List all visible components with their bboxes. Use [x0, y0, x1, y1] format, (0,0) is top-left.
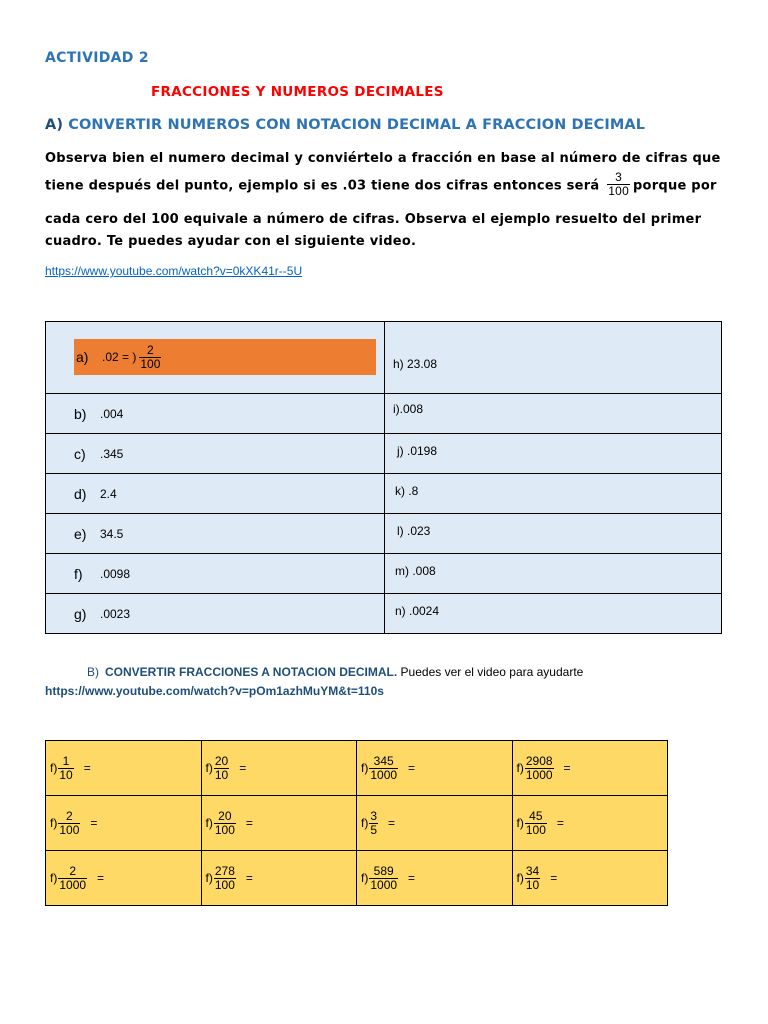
section-b-note: Puedes ver el video para ayudarte [397, 665, 584, 679]
item-letter: b) [74, 405, 87, 422]
fraction-exercise [361, 810, 512, 836]
fraction-cell [512, 741, 668, 796]
table-cell [46, 394, 385, 434]
fraction-denominator: 10 [59, 767, 73, 782]
equals-sign: = [408, 871, 416, 885]
item-letter: c) [74, 445, 86, 462]
exercise-fraction [369, 810, 378, 836]
equals-sign: = [388, 816, 396, 830]
fraction-cell [201, 851, 357, 906]
exercise-label: f) [361, 761, 369, 775]
instructions-line-2-before: tiene después del punto, ejemplo si es .03 tiene dos cifras entonces será [45, 178, 600, 194]
equals-sign: = [408, 761, 416, 775]
fraction-numerator: 20 [218, 808, 232, 823]
fraction-numerator: 34 [525, 863, 540, 878]
exercise-label: f) [361, 816, 369, 830]
table-cell [385, 434, 722, 474]
table-row [46, 851, 668, 906]
item-value: 2.4 [100, 486, 117, 501]
exercise-fraction [214, 755, 229, 781]
fraction-denominator: 100 [214, 877, 235, 892]
fraction-numerator: 2 [147, 342, 154, 357]
exercise-label: f) [50, 871, 58, 885]
example-fraction-numerator: 3 [615, 170, 623, 184]
table-cell [46, 594, 385, 634]
item-letter: f) [74, 565, 83, 582]
item-text: j) .0198 [397, 443, 438, 458]
fraction-cell [357, 741, 513, 796]
exercise-fraction [58, 755, 73, 781]
equals-sign: = [556, 816, 564, 830]
fraction-cell [357, 851, 513, 906]
fraction-denominator: 1000 [525, 767, 553, 782]
exercise-fraction [214, 865, 236, 891]
equals-sign: = [90, 816, 98, 830]
fraction-exercise [50, 865, 201, 891]
equals-sign: = [245, 816, 253, 830]
equals-sign: = [245, 871, 253, 885]
item-value: .0098 [100, 566, 131, 581]
fraction-cell [46, 741, 202, 796]
section-a-heading [45, 117, 645, 133]
example-fraction-denominator: 100 [608, 183, 629, 198]
fraction-exercise [50, 810, 201, 836]
exercise-fraction [369, 865, 398, 891]
table-row [46, 796, 668, 851]
fraction-exercise [361, 755, 512, 781]
item-value: .0023 [100, 606, 131, 621]
item-letter: e) [74, 525, 87, 542]
item-value: .004 [100, 406, 124, 421]
item-text: m) .008 [395, 563, 436, 578]
exercise-fraction [58, 865, 87, 891]
item-text: k) .8 [395, 483, 419, 498]
activity-heading: ACTIVIDAD 2 [45, 50, 149, 66]
table-row [46, 394, 722, 434]
fraction-numerator: 278 [214, 863, 235, 878]
exercise-label: f) [205, 871, 213, 885]
table-row [46, 514, 722, 554]
exercise-label: f) [516, 816, 524, 830]
video-link-b[interactable]: https://www.youtube.com/watch?v=pOm1azhMuYM&t=110s [45, 684, 384, 698]
table-cell [385, 474, 722, 514]
fraction-exercise [517, 810, 668, 836]
fraction-cell [46, 796, 202, 851]
exercise-fraction [525, 865, 540, 891]
exercise-label: f) [361, 871, 369, 885]
fraction-cell [201, 796, 357, 851]
fraction-numerator: 589 [373, 863, 394, 878]
example-answer-fraction [139, 344, 161, 370]
fraction-numerator: 3 [370, 808, 378, 823]
fraction-denominator: 1000 [370, 767, 398, 782]
page-title: FRACCIONES Y NUMEROS DECIMALES [151, 84, 444, 100]
table-cell [385, 514, 722, 554]
section-a-title: CONVERTIR NUMEROS CON NOTACION DECIMAL A FRACCION DECIMAL [68, 117, 646, 133]
fraction-numerator: 1 [62, 753, 70, 768]
equals-sign: = [239, 761, 247, 775]
example-highlight [74, 339, 376, 375]
fraction-exercise [50, 755, 201, 781]
item-letter: g) [74, 605, 87, 622]
item-text: l) .023 [397, 523, 431, 538]
exercise-label: f) [516, 761, 524, 775]
table-row [46, 554, 722, 594]
table-row [46, 434, 722, 474]
table-row [46, 741, 668, 796]
fraction-denominator: 1000 [370, 877, 398, 892]
table-cell [385, 394, 722, 434]
table-cell [46, 514, 385, 554]
fraction-cell [201, 741, 357, 796]
table-row [46, 474, 722, 514]
fraction-cell [512, 851, 668, 906]
section-b-prefix: B) [87, 665, 99, 679]
fraction-exercise [361, 865, 512, 891]
table-cell [385, 594, 722, 634]
fraction-denominator: 100 [525, 822, 546, 837]
exercise-fraction [525, 755, 554, 781]
section-b-title: CONVERTIR FRACCIONES A NOTACION DECIMAL. [105, 665, 398, 679]
fraction-numerator: 345 [373, 753, 394, 768]
item-value: 34.5 [100, 526, 124, 541]
item-letter: a) [76, 349, 89, 365]
exercise-label: f) [50, 816, 58, 830]
exercise-fraction [214, 810, 236, 836]
table-cell [46, 474, 385, 514]
fraction-denominator: 10 [214, 767, 229, 782]
table-row [46, 322, 722, 394]
fraction-exercise [206, 865, 357, 891]
section-b-heading [87, 665, 583, 679]
fraction-exercise [517, 755, 668, 781]
fraction-numerator: 45 [529, 808, 543, 823]
example-fraction [607, 171, 630, 197]
exercise-label: f) [205, 761, 213, 775]
fraction-table-body [46, 741, 668, 906]
exercise-label: f) [205, 816, 213, 830]
equals-sign: = [563, 761, 571, 775]
item-value: .02 = ) [102, 350, 137, 364]
exercise-fraction [525, 810, 547, 836]
fraction-denominator: 100 [59, 822, 80, 837]
fraction-numerator: 2 [69, 863, 77, 878]
fraction-to-decimal-table [45, 740, 668, 906]
fraction-cell [46, 851, 202, 906]
item-text: i).008 [393, 401, 424, 416]
exercise-label: f) [516, 871, 524, 885]
fraction-exercise [517, 865, 668, 891]
fraction-numerator: 2908 [525, 753, 553, 768]
equals-sign: = [550, 871, 558, 885]
exercise-fraction [58, 810, 80, 836]
video-link-a[interactable]: https://www.youtube.com/watch?v=0kXK41r--5U [45, 264, 303, 278]
table-cell [46, 434, 385, 474]
table-cell [385, 554, 722, 594]
fraction-denominator: 5 [370, 822, 378, 837]
fraction-exercise [206, 810, 357, 836]
table-cell [385, 322, 722, 394]
section-a-prefix: A) [45, 117, 64, 133]
equals-sign: = [83, 761, 91, 775]
table-row [46, 594, 722, 634]
instructions-line-4: cuadro. Te puedes ayudar con el siguiente video. [45, 234, 417, 249]
item-letter: d) [74, 485, 87, 502]
item-value: .345 [100, 446, 124, 461]
fraction-cell [357, 796, 513, 851]
fraction-denominator: 100 [214, 822, 235, 837]
fraction-denominator: 1000 [59, 877, 87, 892]
item-text: h) 23.08 [393, 356, 438, 371]
exercise-fraction [369, 755, 398, 781]
table-cell [46, 554, 385, 594]
instructions-line-2 [45, 170, 717, 199]
fraction-numerator: 20 [214, 753, 229, 768]
item-text: n) .0024 [395, 603, 440, 618]
fraction-numerator: 2 [66, 808, 73, 823]
decimal-to-fraction-table [45, 321, 722, 634]
equals-sign: = [97, 871, 105, 885]
table-cell [46, 322, 385, 394]
fraction-denominator: 10 [525, 877, 540, 892]
instructions-line-1: Observa bien el numero decimal y conviértelo a fracción en base al número de cifras que [45, 151, 721, 166]
instructions-line-3: cada cero del 100 equivale a número de cifras. Observa el ejemplo resuelto del primer [45, 212, 702, 227]
fraction-denominator: 100 [140, 356, 161, 371]
exercise-label: f) [50, 761, 58, 775]
fraction-exercise [206, 755, 357, 781]
instructions-line-2-after: porque por [633, 178, 717, 194]
fraction-cell [512, 796, 668, 851]
